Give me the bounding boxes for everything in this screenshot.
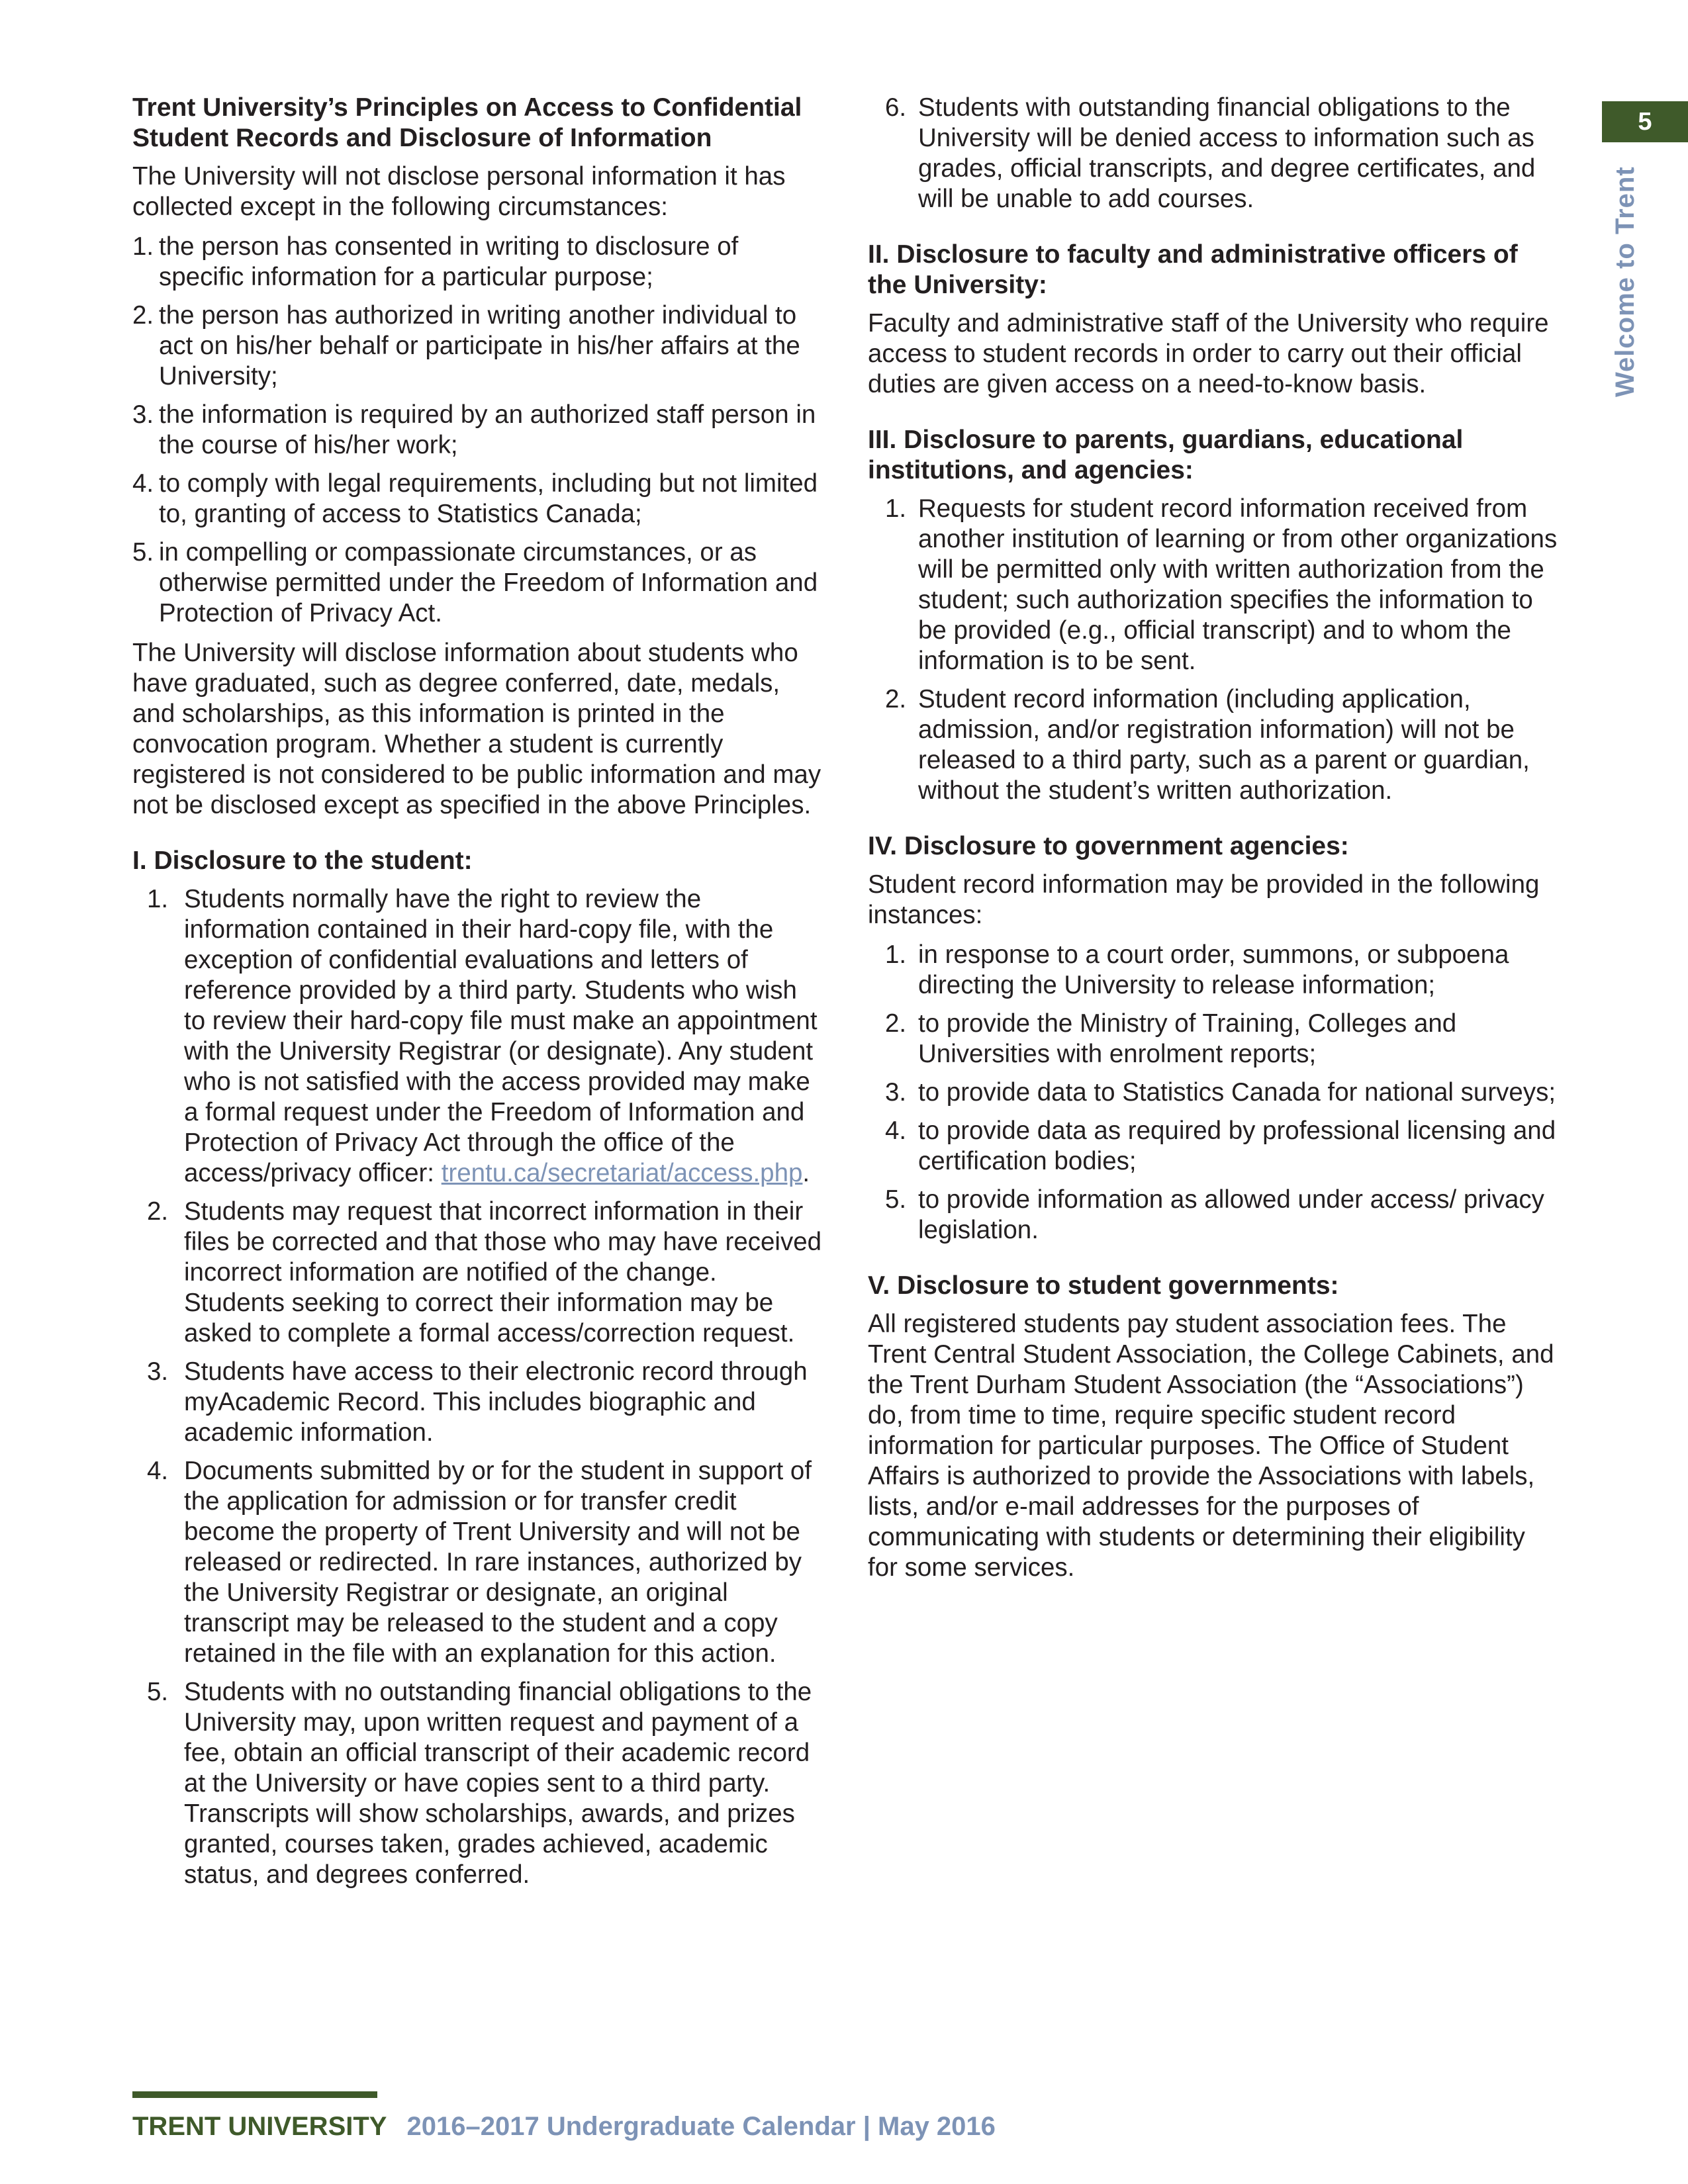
- list-item: [868, 494, 1560, 676]
- principles-heading: Trent University’s Principles on Access to Confidential Student Records and Disclosure of Information: [132, 93, 802, 152]
- list-item: [868, 1116, 1560, 1177]
- list-item-text: Students have access to their electronic record through myAcademic Record. This includes biographic and academic information.: [184, 1357, 808, 1447]
- list-item-text: Students with no outstanding financial obligations to the University may, upon written request and payment of a fee, obtain an official transcript of their academic record at the University or have copies sent to a third party. Transcripts will show scholarships, awards, and prizes granted, courses taken, grades achieved, academic status, and degrees conferred.: [184, 1678, 812, 1889]
- list-item-text: Student record information (including application, admission, and/or registration information) will not be released to a third party, such as a parent or guardian, without the student’s written authorization.: [918, 685, 1530, 805]
- circumstances-list: [132, 232, 824, 629]
- section-5-heading: V. Disclosure to student governments:: [868, 1271, 1339, 1300]
- government-list: [868, 940, 1560, 1246]
- list-item-text: to comply with legal requirements, including but not limited to, granting of access to Statistics Canada;: [159, 469, 818, 528]
- list-item: [132, 300, 824, 392]
- list-item-text: to provide data to Statistics Canada for national surveys;: [918, 1078, 1556, 1107]
- list-number: 2.: [885, 685, 907, 713]
- section-5-text: All registered students pay student association fees. The Trent Central Student Association, the College Cabinets, and the Trent Durham Student Association (the “Associations”) do, from time to time, require specific student record information for particular purposes. The Office of Student Affairs is authorized to provide the Associations with labels, lists, and/or e-mail addresses for the purposes of communicating with students or determining their eligibility for some services.: [868, 1310, 1554, 1582]
- list-item: [868, 940, 1560, 1001]
- list-item-text: in compelling or compassionate circumstances, or as otherwise permitted under the Freedom of Information and Protection of Privacy Act.: [159, 538, 818, 627]
- list-number: 5.: [132, 538, 154, 567]
- footer-university: TRENT UNIVERSITY: [132, 2112, 387, 2141]
- list-number: 3.: [885, 1078, 907, 1107]
- list-number: 5.: [885, 1185, 907, 1214]
- section-4-heading: IV. Disclosure to government agencies:: [868, 832, 1349, 860]
- footer-calendar: 2016–2017 Undergraduate Calendar | May 2016: [406, 2112, 996, 2141]
- list-item: [868, 93, 1560, 214]
- list-item-text: Students with outstanding financial obligations to the University will be denied access to information such as grades, official transcripts, and degree certificates, and will be unable to add courses.: [918, 93, 1536, 213]
- page-footer: [132, 2112, 996, 2142]
- list-item-text: to provide data as required by professional licensing and certification bodies;: [918, 1116, 1556, 1175]
- page-number-tab: 5: [1602, 101, 1688, 142]
- student-disclosure-list-continued: [868, 93, 1560, 214]
- list-number: 1.: [885, 494, 907, 523]
- footer-rule: [132, 2091, 377, 2098]
- left-column: [132, 93, 824, 1899]
- list-item-text: Students normally have the right to review the information contained in their hard-copy file, with the exception of confidential evaluations and letters of reference provided by a third party. Students who wish to review their hard-copy file must make an appointment with the University Registrar (or designate). Any student who is not satisfied with the access provided may make a formal request under the Freedom of Information and Protection of Privacy Act through the office of the access/privacy officer:: [184, 885, 818, 1187]
- section-2-heading: II. Disclosure to faculty and administrative officers of the University:: [868, 240, 1518, 299]
- section-4-intro: Student record information may be provided in the following instances:: [868, 870, 1540, 929]
- list-item: [132, 1357, 824, 1448]
- list-number: 1.: [885, 940, 907, 969]
- list-item: [132, 232, 824, 293]
- section-side-title: Welcome to Trent: [1611, 166, 1640, 397]
- list-item: [132, 1677, 824, 1890]
- list-number: 2.: [132, 301, 154, 330]
- list-number: 3.: [132, 400, 154, 429]
- list-number: 2.: [147, 1197, 169, 1226]
- right-column: [868, 93, 1560, 1592]
- section-2-text: Faculty and administrative staff of the University who require access to student records in order to carry out their official duties are given access on a need-to-know basis.: [868, 309, 1549, 398]
- list-number: 4.: [885, 1116, 907, 1145]
- list-item: [868, 1077, 1560, 1108]
- list-item: [132, 1197, 824, 1349]
- list-item-text: in response to a court order, summons, or subpoena directing the University to release information;: [918, 940, 1509, 999]
- list-number: 1.: [147, 885, 169, 913]
- list-item: [868, 684, 1560, 806]
- list-item-text: Requests for student record information received from another institution of learning or from other organizations will be permitted only with written authorization from the student; such authorization specifies the information to be provided (e.g., official transcript) and to whom the information is to be sent.: [918, 494, 1558, 675]
- list-item: [868, 1185, 1560, 1246]
- access-privacy-link[interactable]: trentu.ca/secretariat/access.php: [441, 1159, 803, 1187]
- list-number: 4.: [132, 469, 154, 498]
- list-item-text: to provide information as allowed under access/ privacy legislation.: [918, 1185, 1544, 1244]
- list-item-text: the person has authorized in writing another individual to act on his/her behalf or participate in his/her affairs at the University;: [159, 301, 800, 390]
- section-3-heading: III. Disclosure to parents, guardians, educational institutions, and agencies:: [868, 426, 1464, 484]
- list-item: [132, 884, 824, 1189]
- list-item: [132, 1456, 824, 1669]
- section-1-heading: I. Disclosure to the student:: [132, 846, 473, 875]
- third-party-list: [868, 494, 1560, 806]
- list-number: 3.: [147, 1357, 169, 1386]
- list-number: 4.: [147, 1457, 169, 1485]
- list-item: [868, 1009, 1560, 1069]
- list-item: [132, 469, 824, 529]
- list-number: 6.: [885, 93, 907, 122]
- student-disclosure-list: [132, 884, 824, 1890]
- list-number: 1.: [132, 232, 154, 261]
- list-item-text: Students may request that incorrect information in their files be corrected and that those who may have received incorrect information are notified of the change. Students seeking to correct their information may be asked to complete a formal access/correction request.: [184, 1197, 822, 1347]
- list-item: [132, 400, 824, 461]
- graduates-paragraph: The University will disclose information about students who have graduated, such as degree conferred, date, medals, and scholarships, as this information is printed in the convocation program. Whether a student is currently registered is not considered to be public information and may not be disclosed except as specified in the above Principles.: [132, 639, 821, 819]
- list-item-text: Documents submitted by or for the student in support of the application for admission or for transfer credit become the property of Trent University and will not be released or redirected. In rare instances, authorized by the University Registrar or designate, an original transcript may be released to the student and a copy retained in the file with an explanation for this action.: [184, 1457, 812, 1668]
- list-item-text: the person has consented in writing to disclosure of specific information for a particular purpose;: [159, 232, 739, 291]
- list-number: 5.: [147, 1678, 169, 1706]
- list-item-end: .: [802, 1159, 810, 1187]
- list-item-text: the information is required by an authorized staff person in the course of his/her work;: [159, 400, 816, 459]
- list-number: 2.: [885, 1009, 907, 1038]
- list-item-text: to provide the Ministry of Training, Colleges and Universities with enrolment reports;: [918, 1009, 1457, 1068]
- list-item: [132, 537, 824, 629]
- principles-intro: The University will not disclose personal information it has collected except in the following circumstances:: [132, 162, 786, 221]
